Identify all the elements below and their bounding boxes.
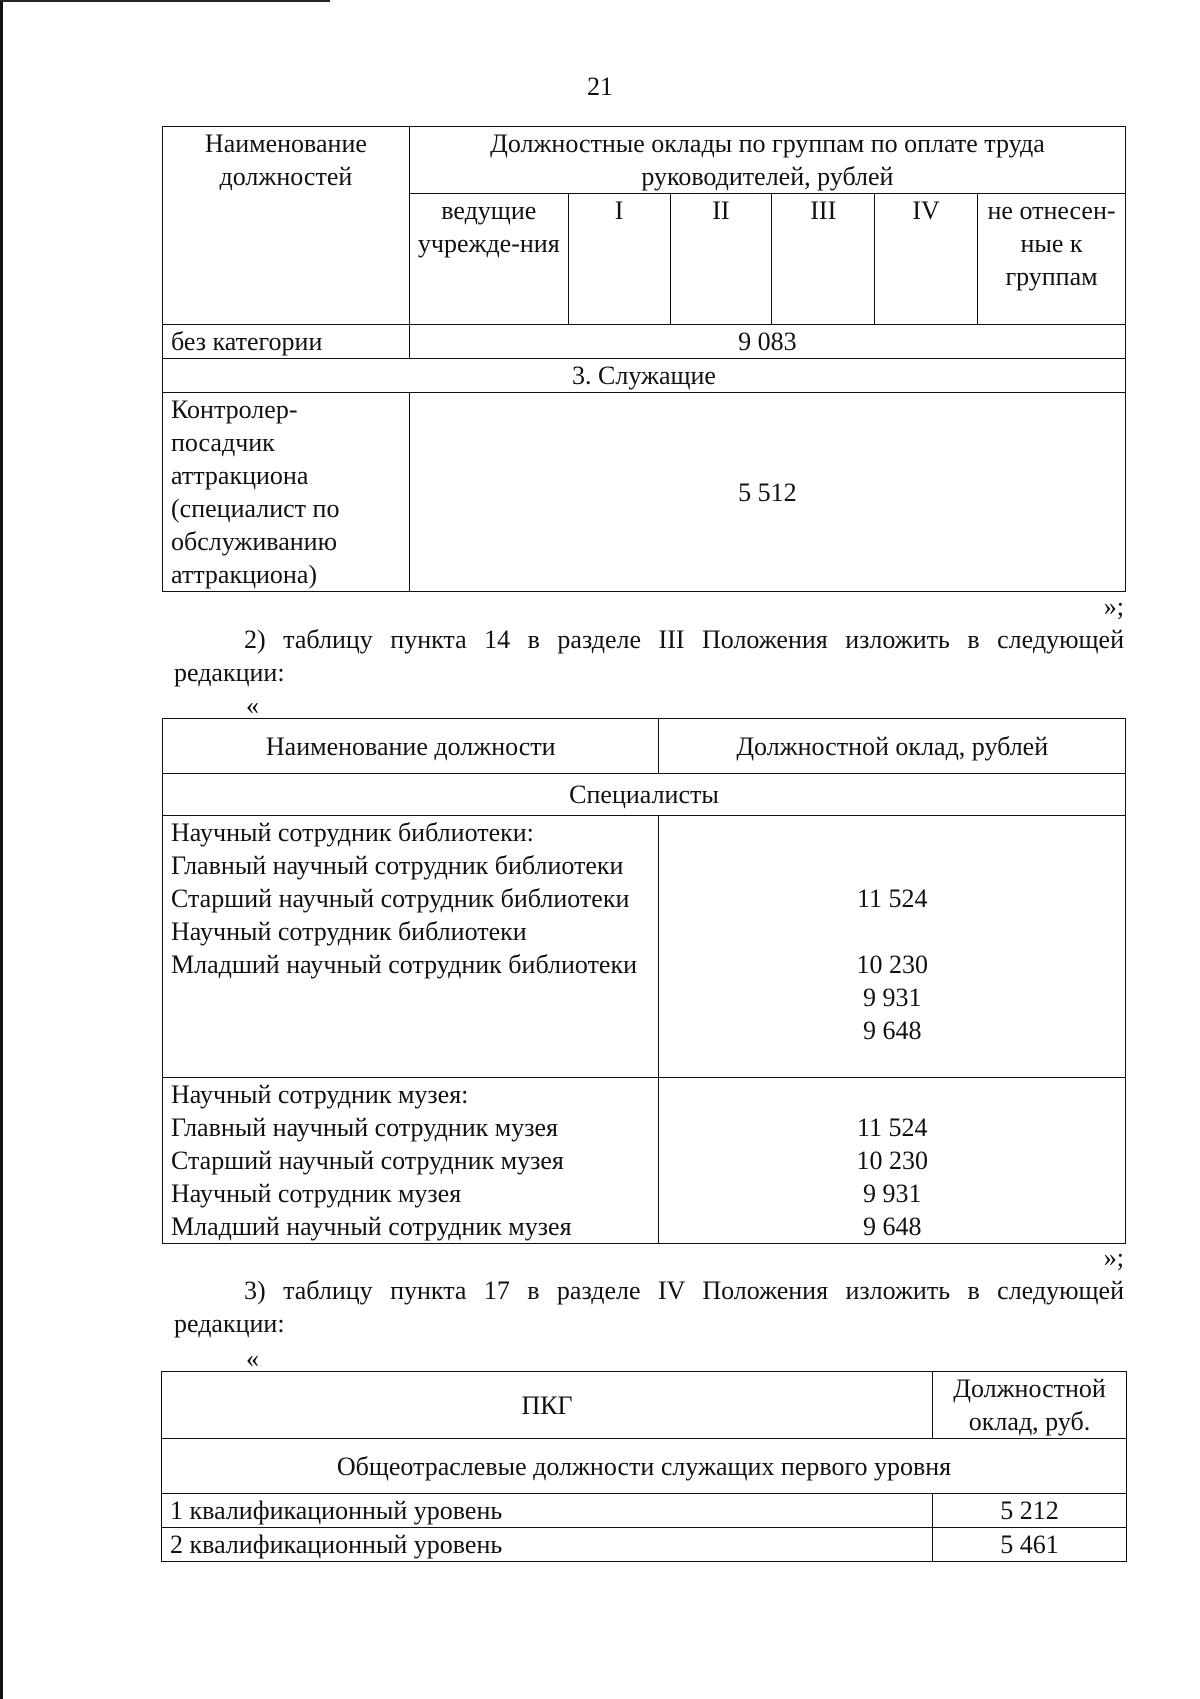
row-controller-value: 5 512	[409, 393, 1125, 592]
library-junior-salary: 9 648	[862, 1016, 922, 1045]
library-senior-salary: 10 230	[856, 950, 928, 979]
column-group-ii: II	[670, 194, 772, 325]
museum-staff-group	[163, 1078, 659, 1244]
row-no-category-name: без категории	[163, 325, 410, 359]
closing-quote: »;	[1103, 1243, 1124, 1272]
closing-quote: »;	[1103, 592, 1124, 621]
qualification-level-2: 2 квалификационный уровень	[162, 1528, 933, 1562]
library-chief-researcher: Главный научный сотрудник библиотеки	[171, 851, 624, 880]
library-researcher-salary: 9 931	[862, 983, 922, 1012]
scan-edge-left	[0, 0, 3, 1699]
museum-junior-researcher: Младший научный сотрудник музея	[171, 1212, 572, 1241]
library-chief-salary: 11 524	[856, 884, 928, 913]
opening-quote: «	[246, 1344, 259, 1373]
row-no-category-value: 9 083	[409, 325, 1125, 359]
museum-senior-researcher: Старший научный сотрудник музея	[171, 1146, 564, 1175]
column-group-iii: III	[772, 194, 875, 325]
museum-junior-salary: 9 648	[862, 1212, 922, 1241]
museum-chief-salary: 11 524	[856, 1113, 928, 1142]
column-group-iv: IV	[875, 194, 978, 325]
column-group-i: I	[568, 194, 670, 325]
museum-researcher-salary: 9 931	[862, 1179, 922, 1208]
section-employees: 3. Служащие	[163, 359, 1126, 393]
section-general-employees: Общеотраслевые должности служащих первого уровня	[162, 1439, 1127, 1494]
library-salaries	[659, 816, 1126, 1078]
library-staff-group	[163, 816, 659, 1078]
library-junior-researcher: Младший научный сотрудник библиотеки	[171, 950, 638, 979]
column-not-grouped: не отнесен-ные к группам	[978, 194, 1126, 325]
header-position-name: Наименование должностей	[163, 127, 410, 325]
museum-researcher: Научный сотрудник музея	[171, 1179, 462, 1208]
qualification-level-1-salary: 5 212	[933, 1494, 1127, 1528]
specialists-salary-table	[162, 718, 1126, 1244]
header-salary-groups: Должностные оклады по группам по оплате труда руководителей, рублей	[409, 127, 1125, 194]
opening-quote: «	[246, 691, 259, 720]
header-salary: Должностной оклад, руб.	[933, 1372, 1127, 1439]
library-researcher: Научный сотрудник библиотеки	[171, 917, 527, 946]
section-specialists: Специалисты	[163, 774, 1126, 816]
pkg-salary-table	[161, 1371, 1127, 1562]
qualification-level-1: 1 квалификационный уровень	[162, 1494, 933, 1528]
page-number: 21	[587, 72, 613, 101]
paragraph-item-3: 3) таблицу пункта 17 в разделе IV Положения изложить в следующей редакции:	[174, 1276, 1124, 1338]
library-senior-researcher: Старший научный сотрудник библиотеки	[171, 884, 630, 913]
header-position-name: Наименование должности	[163, 719, 659, 774]
paragraph-item-2: 2) таблицу пункта 14 в разделе III Положения изложить в следующей редакции:	[174, 625, 1124, 687]
header-pkg: ПКГ	[162, 1372, 933, 1439]
library-group-title: Научный сотрудник библиотеки:	[171, 818, 534, 847]
museum-salaries	[659, 1078, 1126, 1244]
salary-by-group-table	[162, 126, 1126, 592]
museum-senior-salary: 10 230	[856, 1146, 928, 1175]
column-leading-institutions: ведущие учрежде-ния	[409, 194, 568, 325]
header-salary: Должностной оклад, рублей	[659, 719, 1126, 774]
row-controller-name: Контролер-посадчик аттракциона (специалист по обслуживанию аттракциона)	[163, 393, 410, 592]
scan-edge-top	[0, 0, 330, 2]
qualification-level-2-salary: 5 461	[933, 1528, 1127, 1562]
museum-group-title: Научный сотрудник музея:	[171, 1080, 469, 1109]
museum-chief-researcher: Главный научный сотрудник музея	[171, 1113, 558, 1142]
